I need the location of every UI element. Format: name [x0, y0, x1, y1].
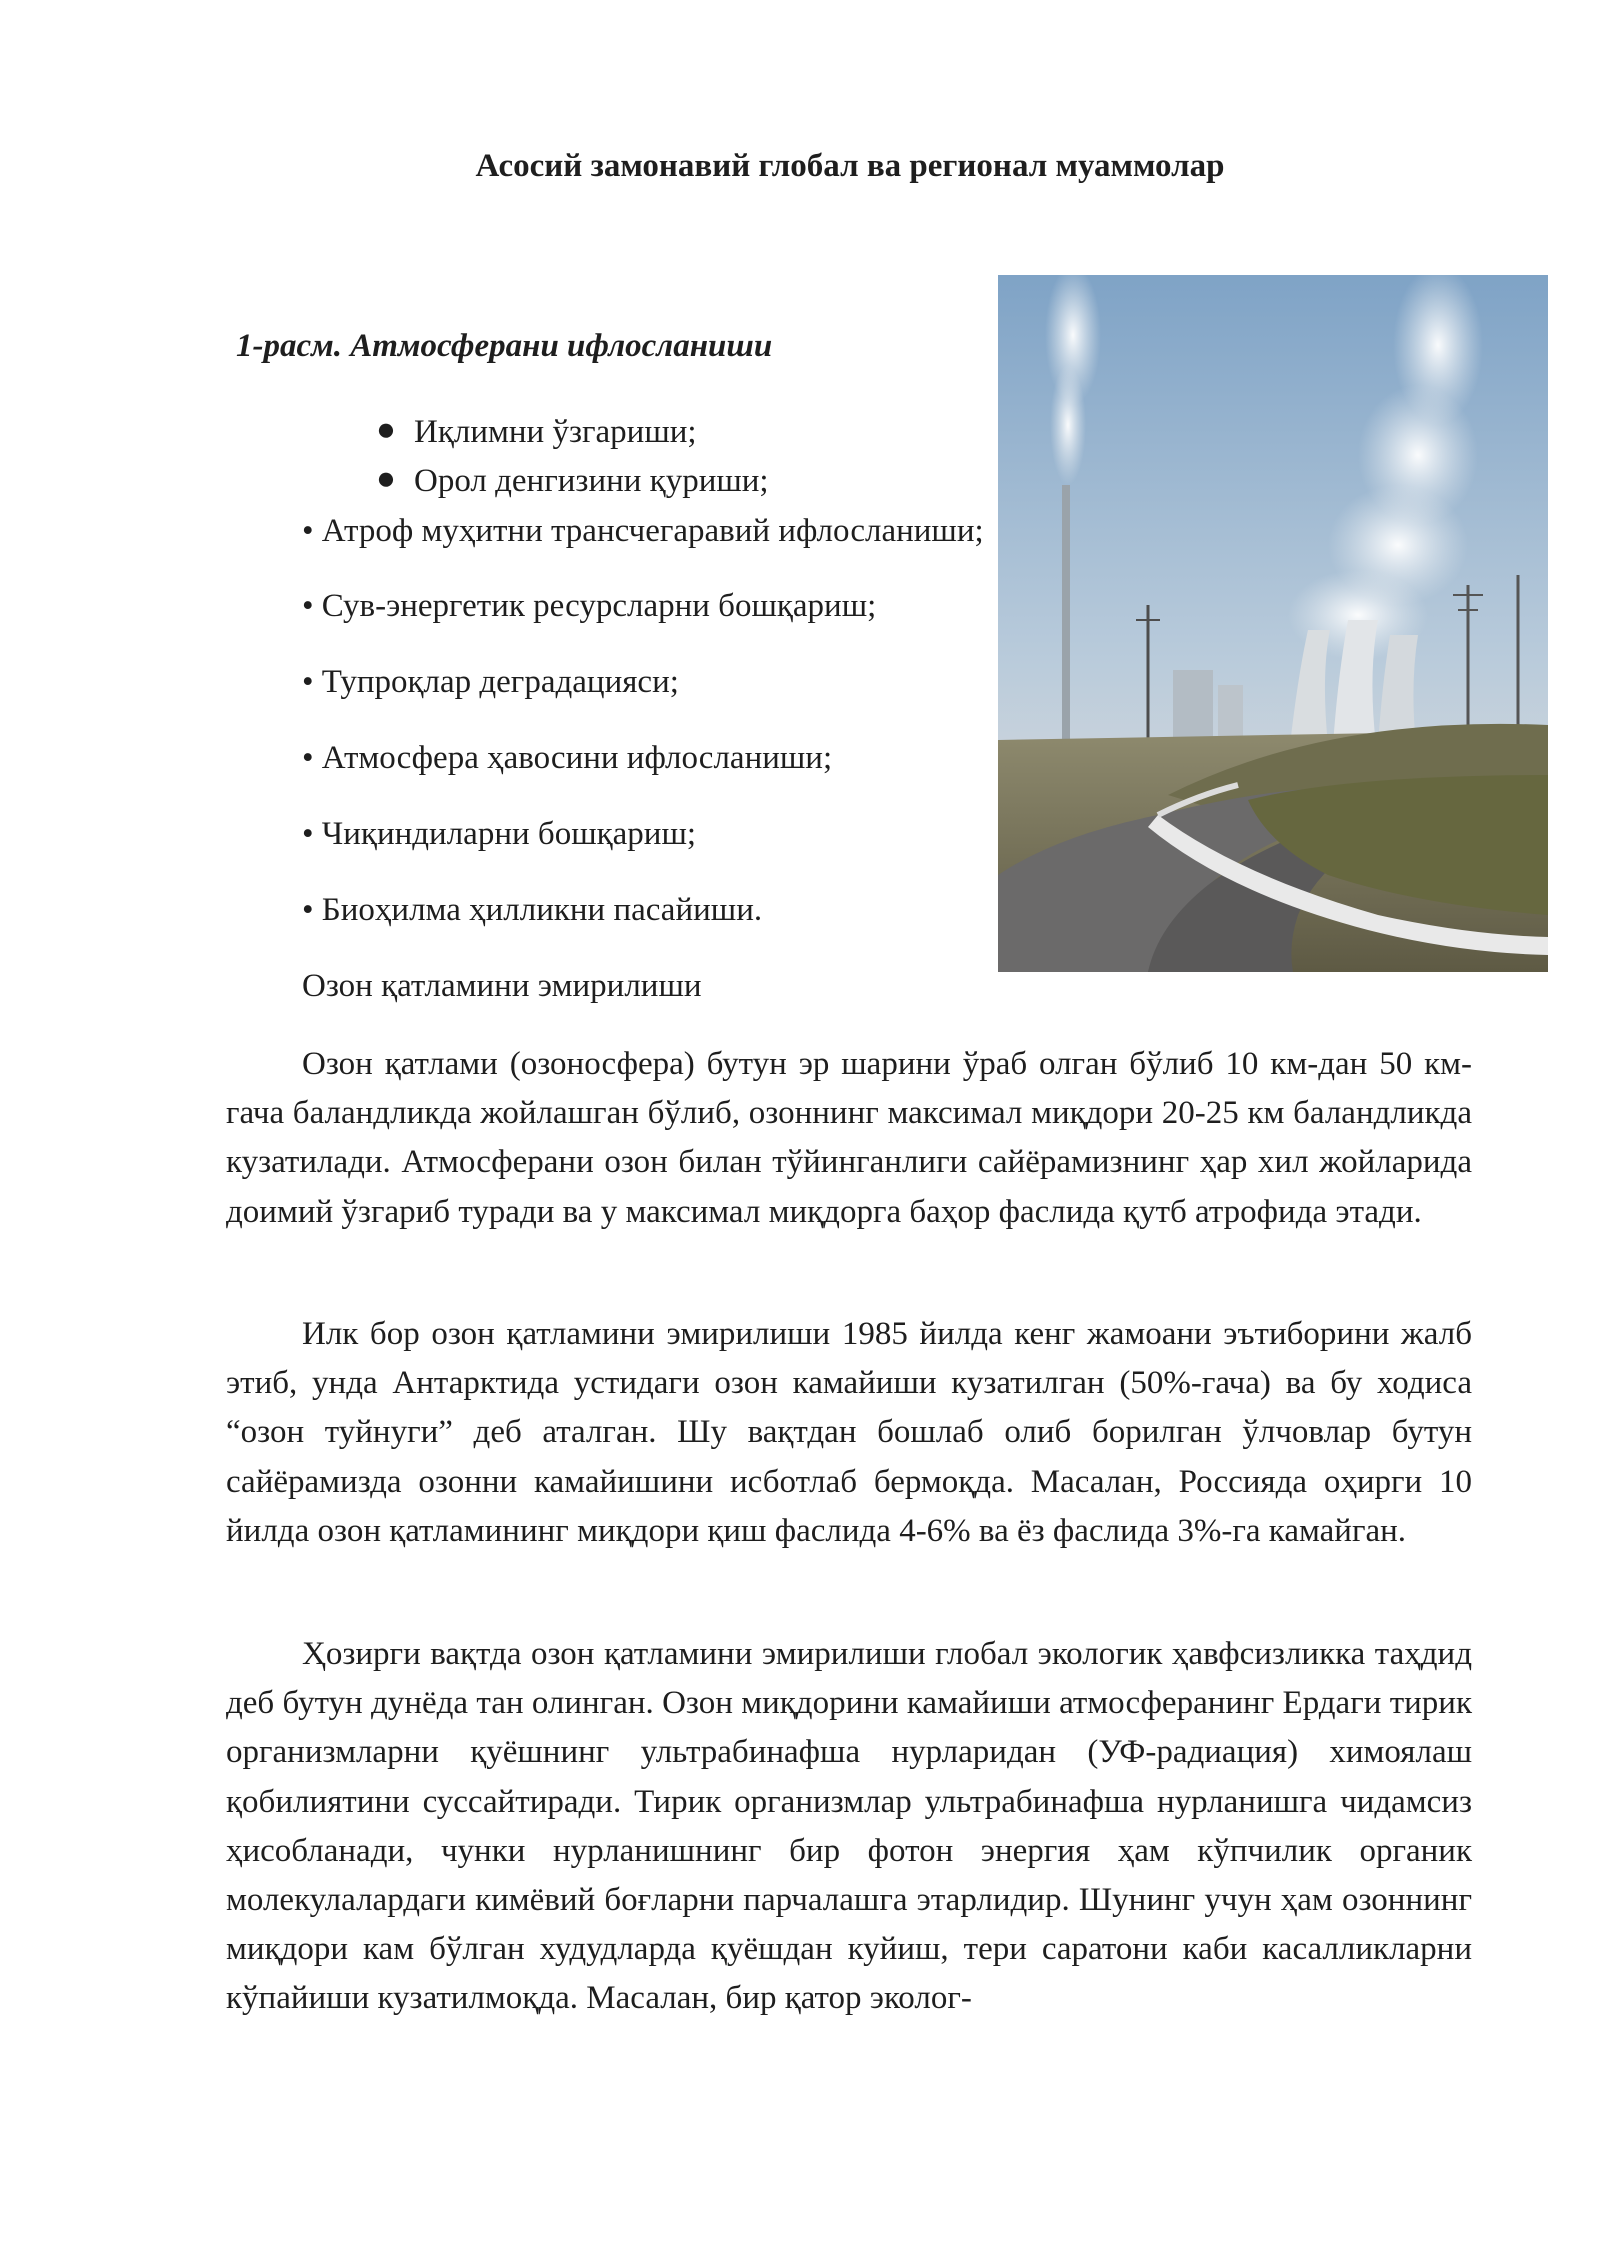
- list-item-text: Иқлимни ўзгариши;: [414, 414, 697, 450]
- list-item: • Тупроқлар деградацияси;: [302, 664, 679, 700]
- list-item-text: Орол денгизини қуриши;: [414, 463, 769, 499]
- paragraph: Ҳозирги вақтда озон қатламини эмирилиши глобал экологик ҳавфсизликка таҳдид деб бутун дунёда тан олинган. Озон миқдорини камайиши атмосферанинг Ердаги тирик организмларни қуёшнинг ультрабинафша нурларидан (УФ-радиация) химоялаш қобилиятини суссайтиради. Тирик организмлар ультрабинафша нурланишга чидамсиз ҳисобланади, чунки нурланишнинг бир фотон энергия ҳам кўпчилик органик молекулалардаги кимёвий боғларни парчалашга этарлидир. Шунинг учун ҳам озоннинг миқдори кам бўлган худудларда қуёшдан куйиш, тери саратони каби касалликларни кўпайиши кузатилмоқда. Масалан, бир қатор эколог-: [226, 1636, 1472, 2017]
- list-item: • Атроф муҳитни трансчегаравий ифлосланиши;: [302, 513, 984, 549]
- figure-caption: 1-расм. Атмосферани ифлосланиши: [236, 328, 773, 364]
- bullet-icon: ●: [376, 461, 396, 497]
- page-title: Асосий замонавий глобал ва регионал муаммолар: [475, 148, 1225, 184]
- list-item: • Атмосфера ҳавосини ифлосланиши;: [302, 740, 833, 776]
- list-item: • Сув-энергетик ресурсларни бошқариш;: [302, 588, 877, 624]
- paragraph: Озон қатлами (озоносфера) бутун эр шарини ўраб олган бўлиб 10 км-дан 50 км-гача баландликда жойлашган бўлиб, озоннинг максимал миқдори 20-25 км баландликда кузатилади. Атмосферани озон билан тўйинганлиги сайёрамизнинг ҳар хил жойларида доимий ўзгариб туради ва у максимал миқдорга баҳор фаслида қутб атрофида этади.: [226, 1046, 1472, 1230]
- list-item: • Чиқиндиларни бошқариш;: [302, 816, 697, 852]
- list-item: [376, 412, 697, 451]
- bullet-icon: ●: [376, 412, 396, 448]
- pollution-photo: [998, 275, 1548, 972]
- list-item: • Биоҳилма ҳилликни пасайиши.: [302, 892, 763, 928]
- section-heading: Озон қатламини эмирилиши: [302, 968, 702, 1004]
- list-item: [376, 461, 769, 500]
- paragraph: Илк бор озон қатламини эмирилиши 1985 йилда кенг жамоани эътиборини жалб этиб, унда Антарктида устидаги озон камайиши кузатилган (50%-гача) ва бу ходиса “озон туйнуги” деб аталган. Шу вақтдан бошлаб олиб борилган ўлчовлар бутун сайёрамизда озонни камайишини исботлаб бермоқда. Масалан, Россияда оҳирги 10 йилда озон қатламининг миқдори қиш фаслида 4-6% ва ёз фаслида 3%-га камайган.: [226, 1316, 1472, 1549]
